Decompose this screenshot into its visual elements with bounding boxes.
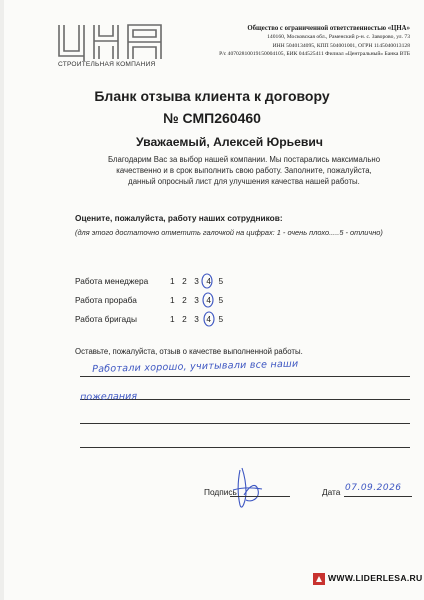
review-line[interactable] (80, 376, 410, 377)
footer-url: WWW.LIDERLESA.RU (328, 573, 423, 583)
rating-label: Работа прораба (75, 295, 137, 305)
rating-heading: Оцените, пожалуйста, работу наших сотрудников: (75, 213, 283, 223)
company-details (170, 25, 410, 58)
rating-hint: (для этого достаточно отметить галочкой на цифрах: 1 - очень плохо.....5 - отлично) (75, 228, 383, 237)
date-field[interactable] (344, 496, 412, 497)
review-line[interactable] (80, 447, 410, 448)
company-name: Общество с ограниченной ответственностью «ЦНА» (247, 25, 410, 32)
form-title: Бланк отзыва клиента к договору (94, 88, 330, 104)
company-ids: ИНН 5040134095, КПП 504001001, ОГРН 1145040013128 (272, 42, 410, 49)
rating-label: Работа бригады (75, 314, 137, 324)
intro-text (84, 154, 404, 187)
company-address: 140160, Московская обл., Раменский р-н. с. Заворово, ул. 73 (267, 34, 410, 41)
signature-scribble (233, 468, 262, 507)
greeting: Уважаемый, Алексей Юрьевич (136, 135, 323, 149)
signature-label: Подпись (204, 487, 237, 497)
date-handwriting: 07.09.2026 (345, 483, 402, 493)
review-line[interactable] (80, 423, 410, 424)
rating-scale[interactable]: 1 2 3 4 5 (170, 314, 226, 324)
date-label: Дата (322, 487, 341, 497)
review-handwriting-line2: пожелания (80, 391, 138, 403)
review-prompt: Оставьте, пожалуйста, отзыв о качестве выполненной работы. (75, 347, 303, 356)
intro-line: данный опросный лист для улучшения качества нашей работы. (128, 177, 360, 186)
contract-number: № СМП260460 (163, 110, 261, 126)
rating-scale[interactable]: 1 2 3 4 5 (170, 276, 226, 286)
intro-line: Благодарим Вас за выбор нашей компании. Мы постарались максимально (107, 155, 381, 164)
intro-line: качественно и в срок выполнить свою работу. Заполните, пожалуйста, (116, 166, 372, 175)
logo-subtitle: СТРОИТЕЛЬНАЯ КОМПАНИЯ (58, 61, 156, 68)
rating-scale[interactable]: 1 2 3 4 5 (170, 295, 226, 305)
review-handwriting-line1: Работали хорошо, учитывали все наши (92, 358, 299, 375)
company-bank: Р/с 40702810019150004105, БИК 044525411 Филиал «Центральный» Банка ВТБ (219, 50, 410, 57)
rating-label: Работа менеджера (75, 276, 149, 286)
company-logo (56, 22, 166, 62)
footer-logo-icon (313, 573, 325, 585)
signature-field[interactable] (230, 496, 290, 497)
